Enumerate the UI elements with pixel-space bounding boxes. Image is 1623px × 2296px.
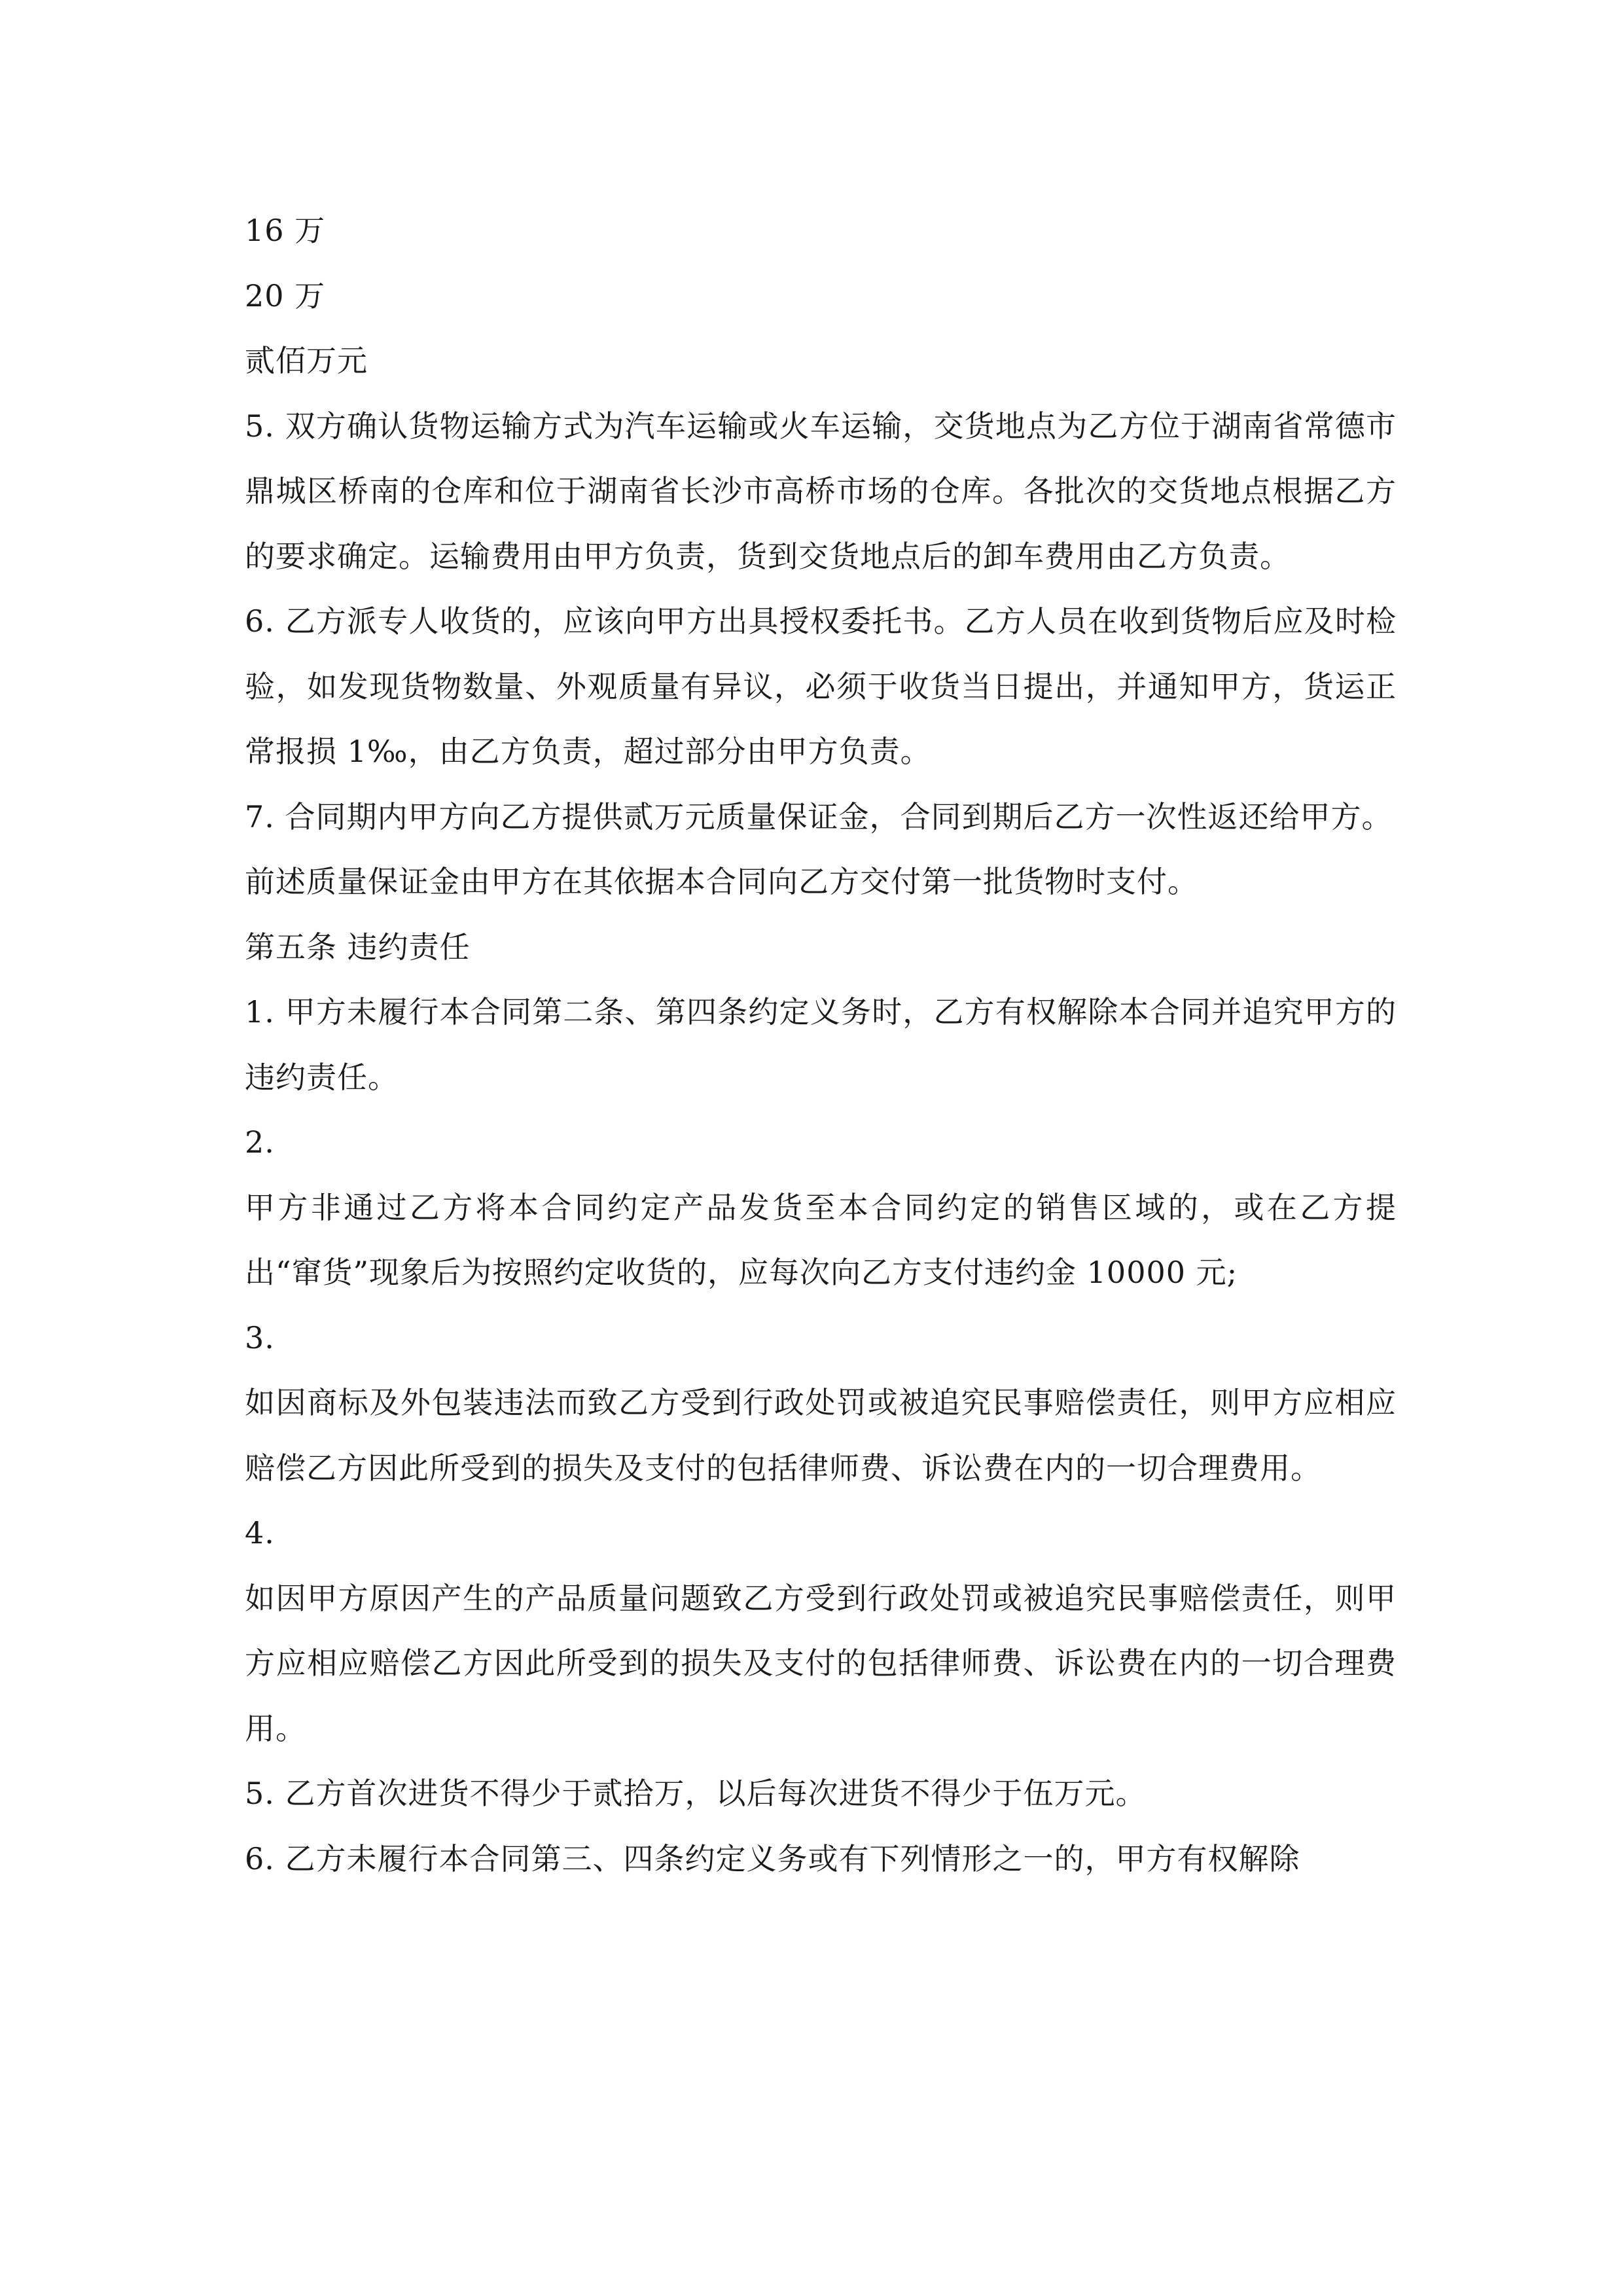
article-5-item-2-number: 2. xyxy=(245,1124,275,1160)
amount-line-20: 20 万 xyxy=(245,278,326,314)
article-5-item-3-number: 3. xyxy=(245,1319,275,1355)
amount-total-line: 贰佰万元 xyxy=(245,343,368,378)
clause-4-item-7: 7. 合同期内甲方向乙方提供贰万元质量保证金，合同到期后乙方一次性返还给甲方。 xyxy=(245,798,1393,834)
article-5-item-3-text: 如因商标及外包装违法而致乙方受到行政处罚或被追究民事赔偿责任，则甲方应相应赔偿乙方因此所受到的损失及支付的包括律师费、诉讼费在内的一切合理费用。 xyxy=(245,1385,1397,1486)
amount-line-16: 16 万 xyxy=(245,213,326,248)
article-5-item-1: 1. 甲方未履行本合同第二条、第四条约定义务时，乙方有权解除本合同并追究甲方的违约责任。 xyxy=(245,994,1397,1095)
clause-4-item-5: 5. 双方确认货物运输方式为汽车运输或火车运输，交货地点为乙方位于湖南省常德市鼎城区桥南的仓库和位于湖南省长沙市高桥市场的仓库。各批次的交货地点根据乙方的要求确定。运输费用由甲方负责，货到交货地点后的卸车费用由乙方负责。 xyxy=(245,408,1397,574)
article-5-item-4-number: 4. xyxy=(245,1515,275,1551)
article-5-item-5: 5. 乙方首次进货不得少于贰拾万，以后每次进货不得少于伍万元。 xyxy=(245,1776,1147,1811)
clause-4-item-6: 6. 乙方派专人收货的，应该向甲方出具授权委托书。乙方人员在收到货物后应及时检验，如发现货物数量、外观质量有异议，必须于收货当日提出，并通知甲方，货运正常报损 1‰，由乙方负责，超过部分由甲方负责。 xyxy=(245,603,1397,769)
article-5-item-4-text: 如因甲方原因产生的产品质量问题致乙方受到行政处罚或被追究民事赔偿责任，则甲方应相应赔偿乙方因此所受到的损失及支付的包括律师费、诉讼费在内的一切合理费用。 xyxy=(245,1580,1397,1746)
document-body xyxy=(245,198,1397,1892)
article-5-item-2-text: 甲方非通过乙方将本合同约定产品发货至本合同约定的销售区域的，或在乙方提出“窜货”现象后为按照约定收货的，应每次向乙方支付违约金 10000 元; xyxy=(245,1189,1397,1290)
article-5-item-6: 6. 乙方未履行本合同第三、四条约定义务或有下列情形之一的，甲方有权解除 xyxy=(245,1840,1300,1876)
deposit-payment-note: 前述质量保证金由甲方在其依据本合同向乙方交付第一批货物时支付。 xyxy=(245,864,1198,899)
article-5-heading: 第五条 违约责任 xyxy=(245,929,471,965)
